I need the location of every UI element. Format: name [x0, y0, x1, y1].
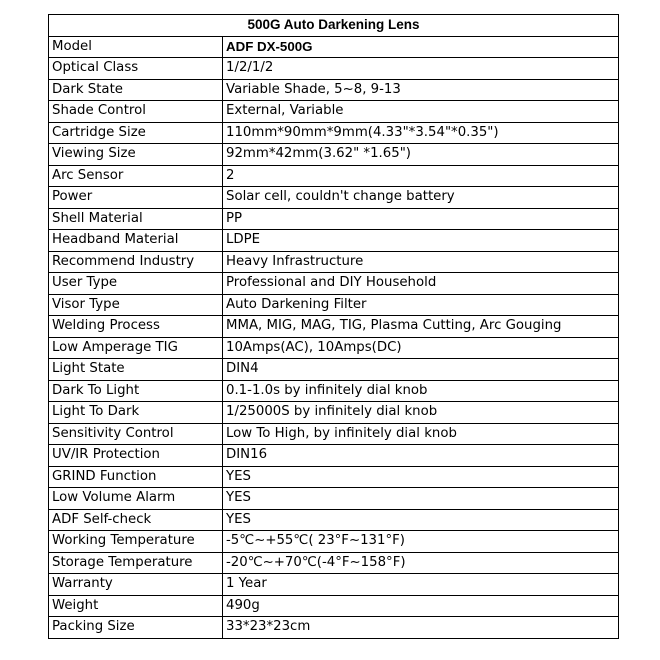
table-row: [49, 101, 619, 123]
spec-value: 1/2/1/2: [223, 58, 619, 80]
spec-label: Recommend Industry: [49, 251, 223, 273]
spec-value: Professional and DIY Household: [223, 273, 619, 295]
spec-value: 33*23*23cm: [223, 617, 619, 639]
table-row: [49, 488, 619, 510]
table-row: [49, 445, 619, 467]
spec-label: Dark State: [49, 79, 223, 101]
spec-label: Shade Control: [49, 101, 223, 123]
table-row: [49, 294, 619, 316]
spec-value: DIN4: [223, 359, 619, 381]
spec-label: Dark To Light: [49, 380, 223, 402]
spec-value: LDPE: [223, 230, 619, 252]
table-row: [49, 144, 619, 166]
table-row: [49, 552, 619, 574]
spec-label: Model: [49, 36, 223, 58]
spec-label: Weight: [49, 595, 223, 617]
spec-value: YES: [223, 466, 619, 488]
spec-value: 92mm*42mm(3.62" *1.65"): [223, 144, 619, 166]
spec-label: Shell Material: [49, 208, 223, 230]
spec-label: Cartridge Size: [49, 122, 223, 144]
table-row: [49, 316, 619, 338]
table-row: [49, 337, 619, 359]
table-row: [49, 402, 619, 424]
table-row: [49, 466, 619, 488]
spec-value: Heavy Infrastructure: [223, 251, 619, 273]
table-row: [49, 574, 619, 596]
spec-label: Low Volume Alarm: [49, 488, 223, 510]
spec-value: Variable Shade, 5~8, 9-13: [223, 79, 619, 101]
spec-label: Sensitivity Control: [49, 423, 223, 445]
spec-value: 2: [223, 165, 619, 187]
table-row: [49, 187, 619, 209]
spec-label: Visor Type: [49, 294, 223, 316]
spec-label: Light To Dark: [49, 402, 223, 424]
spec-value: -20℃~+70℃(-4°F~158°F): [223, 552, 619, 574]
spec-value: MMA, MIG, MAG, TIG, Plasma Cutting, Arc Gouging: [223, 316, 619, 338]
table-row: [49, 273, 619, 295]
table-title: 500G Auto Darkening Lens: [49, 15, 619, 37]
spec-value: Solar cell, couldn't change battery: [223, 187, 619, 209]
table-row: [49, 208, 619, 230]
table-row: [49, 165, 619, 187]
table-row: [49, 380, 619, 402]
table-row: [49, 230, 619, 252]
spec-value: -5℃~+55℃( 23°F~131°F): [223, 531, 619, 553]
spec-label: GRIND Function: [49, 466, 223, 488]
table-row: [49, 359, 619, 381]
table-row: [49, 509, 619, 531]
spec-value: ADF DX-500G: [223, 36, 619, 58]
spec-label: Viewing Size: [49, 144, 223, 166]
spec-value: 10Amps(AC), 10Amps(DC): [223, 337, 619, 359]
spec-label: ADF Self-check: [49, 509, 223, 531]
spec-label: Power: [49, 187, 223, 209]
spec-label: UV/IR Protection: [49, 445, 223, 467]
spec-table-body: [49, 36, 619, 638]
spec-value: YES: [223, 488, 619, 510]
spec-value: Low To High, by infinitely dial knob: [223, 423, 619, 445]
spec-value: External, Variable: [223, 101, 619, 123]
spec-label: Optical Class: [49, 58, 223, 80]
table-row: [49, 423, 619, 445]
table-row: [49, 79, 619, 101]
spec-value: 490g: [223, 595, 619, 617]
spec-value: YES: [223, 509, 619, 531]
spec-value: 110mm*90mm*9mm(4.33"*3.54"*0.35"): [223, 122, 619, 144]
spec-label: Warranty: [49, 574, 223, 596]
spec-value: PP: [223, 208, 619, 230]
spec-value: 1 Year: [223, 574, 619, 596]
spec-label: Packing Size: [49, 617, 223, 639]
spec-table: [48, 14, 619, 639]
spec-value: 1/25000S by infinitely dial knob: [223, 402, 619, 424]
spec-value: 0.1-1.0s by infinitely dial knob: [223, 380, 619, 402]
table-row: [49, 251, 619, 273]
table-row: [49, 595, 619, 617]
spec-value: Auto Darkening Filter: [223, 294, 619, 316]
spec-label: Light State: [49, 359, 223, 381]
table-row: [49, 617, 619, 639]
spec-value: DIN16: [223, 445, 619, 467]
table-row: [49, 122, 619, 144]
table-row: [49, 531, 619, 553]
spec-label: Working Temperature: [49, 531, 223, 553]
table-row: [49, 58, 619, 80]
table-title-row: [49, 15, 619, 37]
spec-label: User Type: [49, 273, 223, 295]
spec-label: Headband Material: [49, 230, 223, 252]
table-row: [49, 36, 619, 58]
spec-label: Storage Temperature: [49, 552, 223, 574]
spec-label: Welding Process: [49, 316, 223, 338]
spec-label: Arc Sensor: [49, 165, 223, 187]
spec-label: Low Amperage TIG: [49, 337, 223, 359]
